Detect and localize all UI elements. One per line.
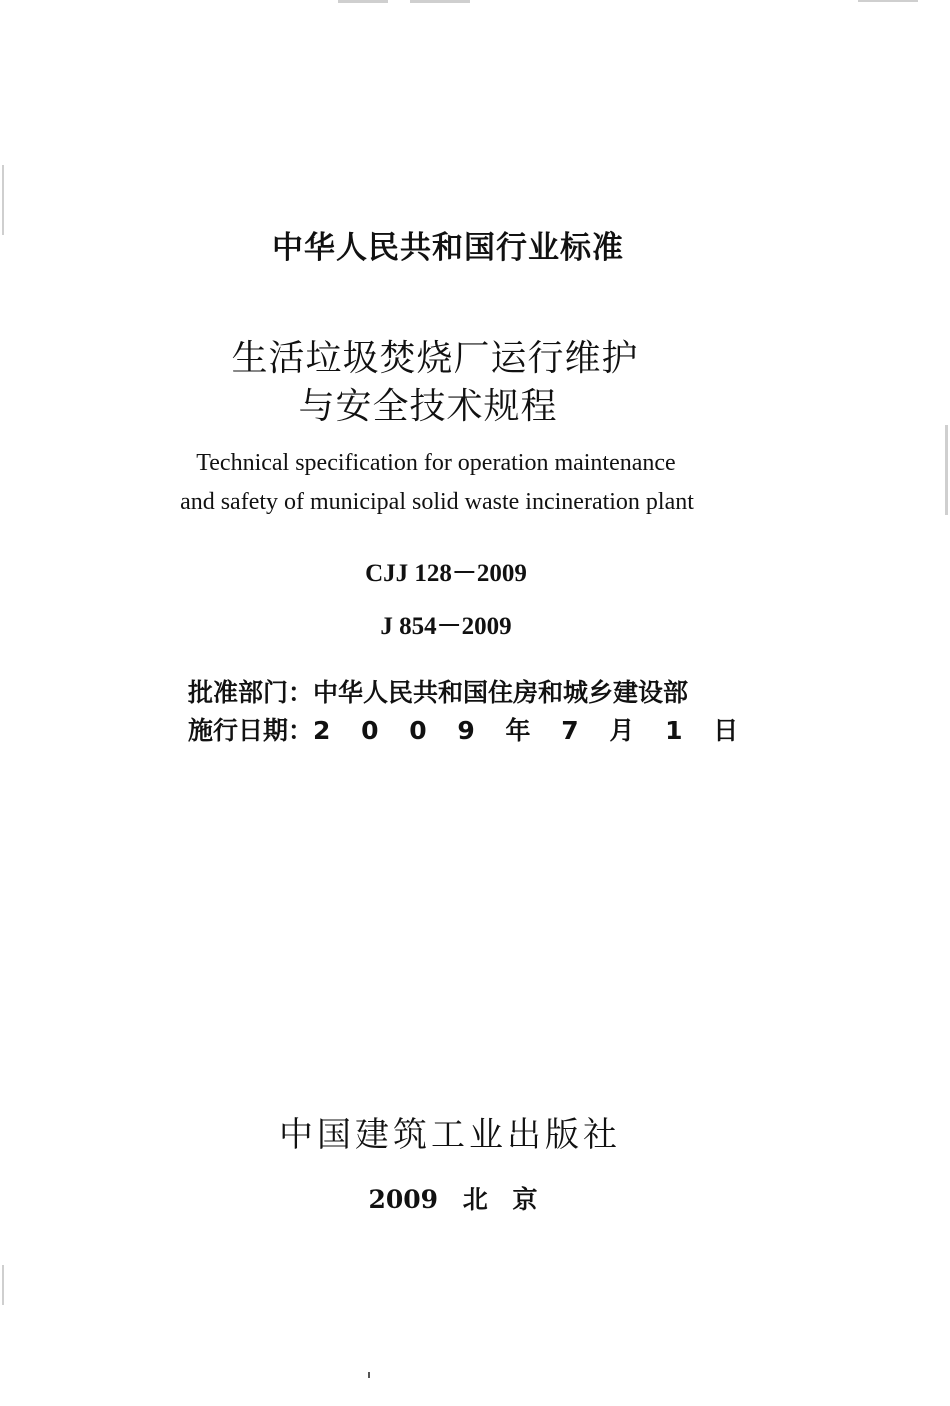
date-char: 1 [665,716,683,745]
date-char: 2 [313,716,331,745]
imprint-year: 2009 [368,1185,439,1214]
effective-date-value [313,711,760,747]
date-char: 7 [561,716,579,745]
approval-department-row [188,673,688,709]
date-char: 0 [361,716,379,745]
scan-artifact [858,0,918,2]
imprint [0,1180,928,1216]
date-char: 0 [409,716,427,745]
date-char: 日 [713,716,739,745]
approval-department-value: 中华人民共和国住房和城乡建设部 [313,678,689,707]
date-char: 9 [457,716,475,745]
title-cn-line-1: 生活垃圾焚烧厂运行维护 [231,338,639,379]
standard-category: 中华人民共和国行业标准 [272,230,624,266]
scan-artifact [2,1265,4,1305]
standard-code-primary: CJJ 128－2009 [365,560,527,587]
approval-department-label: 批准部门： [188,678,314,707]
imprint-city-char: 京 [512,1185,538,1214]
title-cn-line-2: 与安全技术规程 [298,386,558,427]
standard-code-secondary: J 854－2009 [380,613,512,640]
imprint-city-char: 北 [462,1185,488,1214]
effective-date-label: 施行日期： [188,716,314,745]
scan-artifact [338,0,388,3]
scan-artifact [368,1372,370,1378]
effective-date-row [188,711,760,747]
title-en-line-2: and safety of municipal solid waste incineration plant [180,489,694,515]
scan-artifact [410,0,470,3]
date-char: 年 [505,716,531,745]
scan-artifact [945,425,948,515]
date-char: 月 [609,716,635,745]
title-en-line-1: Technical specification for operation maintenance [196,450,676,476]
publisher-name: 中国建筑工业出版社 [279,1115,621,1155]
